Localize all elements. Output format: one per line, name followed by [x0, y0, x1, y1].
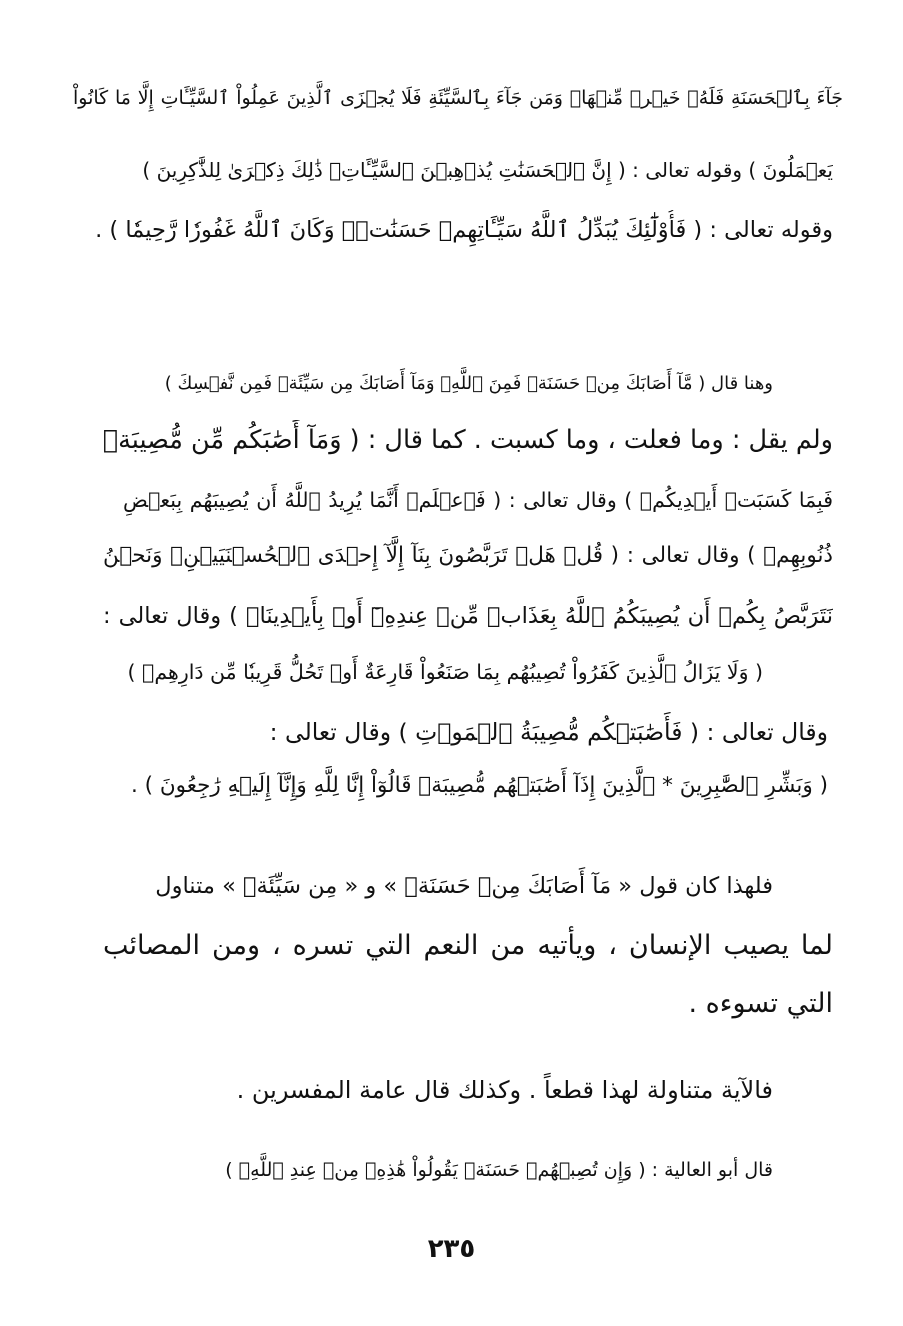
text-line: ذُنُوبِهِمۡ ) وقال تعالى : ( قُلۡ هَلۡ تَرَبَّصُونَ بِنَآ إِلَّآ إِحۡدَى ٱلۡحُسۡنَيَيۡنِۖ وَنَحۡنُ [103, 543, 833, 568]
text-line: نَتَرَبَّصُ بِكُمۡ أَن يُصِيبَكُمُ ٱللَّهُ بِعَذَابٖ مِّنۡ عِندِهِۦٓ أَوۡ بِأَيۡدِينَاۖ ) وقال تعالى : [103, 603, 833, 629]
text-line: وقوله تعالى : ( فَأُوْلَٰٓئِكَ يُبَدِّلُ ٱللَّهُ سَيِّـَٔاتِهِمۡ حَسَنَٰتٖۗ وَكَانَ ٱللَّهُ غَفُورٗا رَّحِيمٗا ) . [95, 217, 833, 243]
text-line: فالآية متناولة لهذا قطعاً . وكذلك قال عامة المفسرين . [236, 1076, 773, 1104]
text-line: وهنا قال ( مَّآ أَصَابَكَ مِنۡ حَسَنَةٖ فَمِنَ ٱللَّهِۖ وَمَآ أَصَابَكَ مِن سَيِّئَةٖ فَمِن نَّفۡسِكَ ) [164, 373, 773, 394]
page-number: ٢٣٥ [427, 1234, 476, 1264]
text-line: فلهذا كان قول « مَآ أَصَابَكَ مِنۡ حَسَنَةٖ » و « مِن سَيِّئَةٖ » متناول [155, 873, 773, 899]
text-line: جَآءَ بِٱلۡحَسَنَةِ فَلَهُۥ خَيۡرٞ مِّنۡهَاۖ وَمَن جَآءَ بِٱلسَّيِّئَةِ فَلَا يُجۡزَى ٱلَّذِينَ عَمِلُواْ ٱلسَّيِّـَٔاتِ إِلَّا مَا كَانُواْ [73, 87, 843, 109]
text-line: ( وَبَشِّرِ ٱلصَّٰبِرِينَ * ٱلَّذِينَ إِذَآ أَصَٰبَتۡهُم مُّصِيبَةٞ قَالُوٓاْ إِنَّا لِلَّهِ وَإِنَّآ إِلَيۡهِ رَٰجِعُونَ ) . [130, 773, 828, 798]
text-line: قال أبو العالية : ( وَإِن تُصِبۡهُمۡ حَسَنَةٞ يَقُولُواْ هَٰذِهِۦ مِنۡ عِندِ ٱللَّهِۖ ) [225, 1159, 773, 1181]
text-line: لما يصيب الإنسان ، ويأتيه من النعم التي تسره ، ومن المصائب [103, 930, 833, 961]
text-line: يَعۡمَلُونَ ) وقوله تعالى : ( إِنَّ ٱلۡحَسَنَٰتِ يُذۡهِبۡنَ ٱلسَّيِّـَٔاتِۚ ذَٰلِكَ ذِكۡرَىٰ لِلذَّٰكِرِينَ ) [142, 158, 833, 182]
text-line: التي تسوءه . [688, 988, 833, 1019]
text-line: ولم يقل : وما فعلت ، وما كسبت . كما قال : ( وَمَآ أَصَٰبَكُم مِّن مُّصِيبَةٖ [103, 425, 833, 455]
text-line: وقال تعالى : ( فَأَصَٰبَتۡكُم مُّصِيبَةُ ٱلۡمَوۡتِ ) وقال تعالى : [269, 718, 828, 746]
text-line: فَبِمَا كَسَبَتۡ أَيۡدِيكُمۡ ) وقال تعالى : ( فَٱعۡلَمۡ أَنَّمَا يُرِيدُ ٱللَّهُ أَن يُصِيبَهُم بِبَعۡضِ [123, 488, 833, 512]
text-line: ( وَلَا يَزَالُ ٱلَّذِينَ كَفَرُواْ تُصِيبُهُم بِمَا صَنَعُواْ قَارِعَةٌ أَوۡ تَحُلُّ قَرِيبٗا مِّن دَارِهِمۡ ) [127, 660, 763, 684]
